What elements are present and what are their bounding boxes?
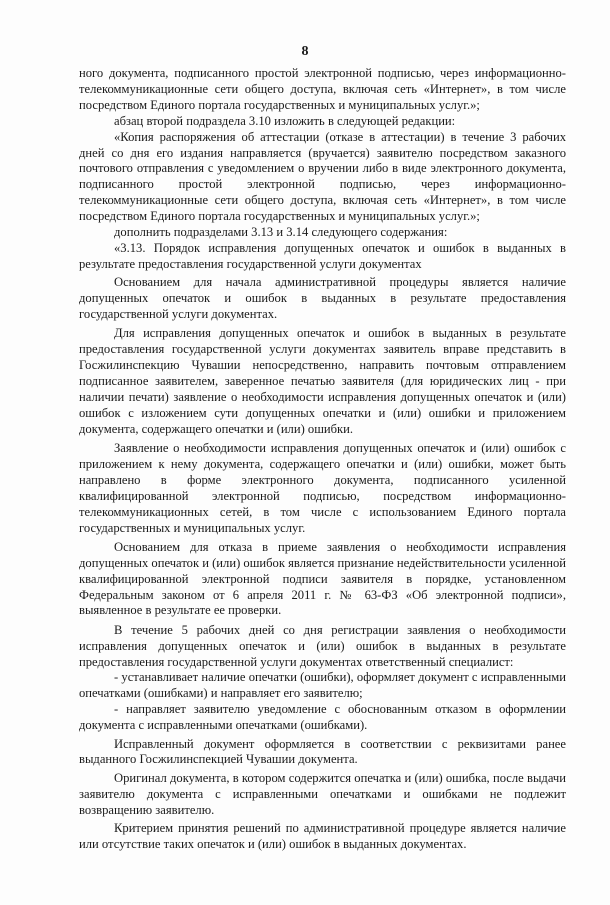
paragraph-amendment-3-13-3-14: дополнить подразделами 3.13 и 3.14 следующего содержания:: [114, 225, 448, 240]
paragraph-processing-term: В течение 5 рабочих дней со дня регистрации заявления о необходимости исправления допущенных опечаток и (или) ошибок в выданных в результате предоставления государственной услуги документах ответственный специалист:: [79, 622, 566, 669]
list-item-establish-error: - устанавливает наличие опечатки (ошибки), оформляет документ с исправленными опечатками (ошибками) и направляет его заявителю;: [79, 670, 566, 701]
paragraph-corrected-document: Исправленный документ оформляется в соответствии с реквизитами ранее выданного Госжилинспекцией Чувашии документа.: [79, 736, 566, 767]
page-number: 8: [301, 44, 309, 59]
paragraph-correction-request: Для исправления допущенных опечаток и ошибок в выданных в результате предоставления государственной услуги документах заявитель вправе представить в Госжилинспекцию Чувашии непосредственно, направить почтовым отправлением подписанное заявителем, заверенное печатью заявителя (для юридических лиц - при наличии печати) заявление о необходимости исправления допущенных опечаток и (или) ошибок с изложением сути допущенных опечатки и (или) ошибки и приложением документа, содержащего опечатки и (или) ошибки.: [79, 326, 566, 436]
paragraph-electronic-application: Заявление о необходимости исправления допущенных опечаток и (или) ошибок с приложением к нему документа, содержащего опечатки и (или) ошибки, может быть направлено в форме электронного документа, подписанного усиленной квалифицированной электронной подписью, посредством информационно-телекоммуникационных сетей, в том числе с использованием Единого портала государственных и муниципальных услуг.: [79, 441, 566, 535]
paragraph-amendment-3-10: абзац второй подраздела 3.10 изложить в следующей редакции:: [114, 113, 456, 128]
paragraph-section-3-13-heading: «3.13. Порядок исправления допущенных опечаток и ошибок в выданных в результате предоставления государственной услуги документах: [79, 240, 566, 271]
paragraph-refusal-basis: Основанием для отказа в приеме заявления о необходимости исправления допущенных опечаток и (или) ошибок является признание недействительности усиленной квалифицированной электронной подписи заявителя в порядке, установленном Федеральным законом от 6 апреля 2011 г. № 63-ФЗ «Об электронной подписи», выявленное в результате ее проверки.: [79, 539, 566, 618]
paragraph-procedure-basis: Основанием для начала административной процедуры является наличие допущенных опечаток и ошибок в выданных в результате предоставления государственной услуги документах.: [79, 275, 566, 321]
list-item-refusal-notice: - направляет заявителю уведомление с обоснованным отказом в оформлении документа с исправленными опечатками (ошибками).: [79, 702, 566, 733]
paragraph-decision-criteria: Критерием принятия решений по административной процедуре является наличие или отсутствие таких опечаток и (или) ошибок в выданных документах.: [79, 820, 566, 851]
paragraph-original-document: Оригинал документа, в котором содержится опечатка и (или) ошибка, после выдачи заявителю документа с исправленными опечатками и ошибками не подлежит возвращению заявителю.: [79, 770, 566, 817]
document-body: [79, 66, 566, 853]
paragraph-quote-3-10: «Копия распоряжения об аттестации (отказе в аттестации) в течение 3 рабочих дней со дня его издания направляется (вручается) заявителю посредством заказного почтового отправления с уведомлением о вручении либо в виде электронного документа, подписанного простой электронной подписью, через информационно-телекоммуникационные сети общего доступа, включая сеть «Интернет», в том числе посредством Единого портала государственных и муниципальных услуг.»;: [79, 129, 566, 224]
paragraph-continuation: ного документа, подписанного простой электронной подписью, через информационно-телекоммуникационные сети общего доступа, включая сеть «Интернет», в том числе посредством Единого портала государственных и муниципальных услуг.»;: [79, 66, 566, 112]
